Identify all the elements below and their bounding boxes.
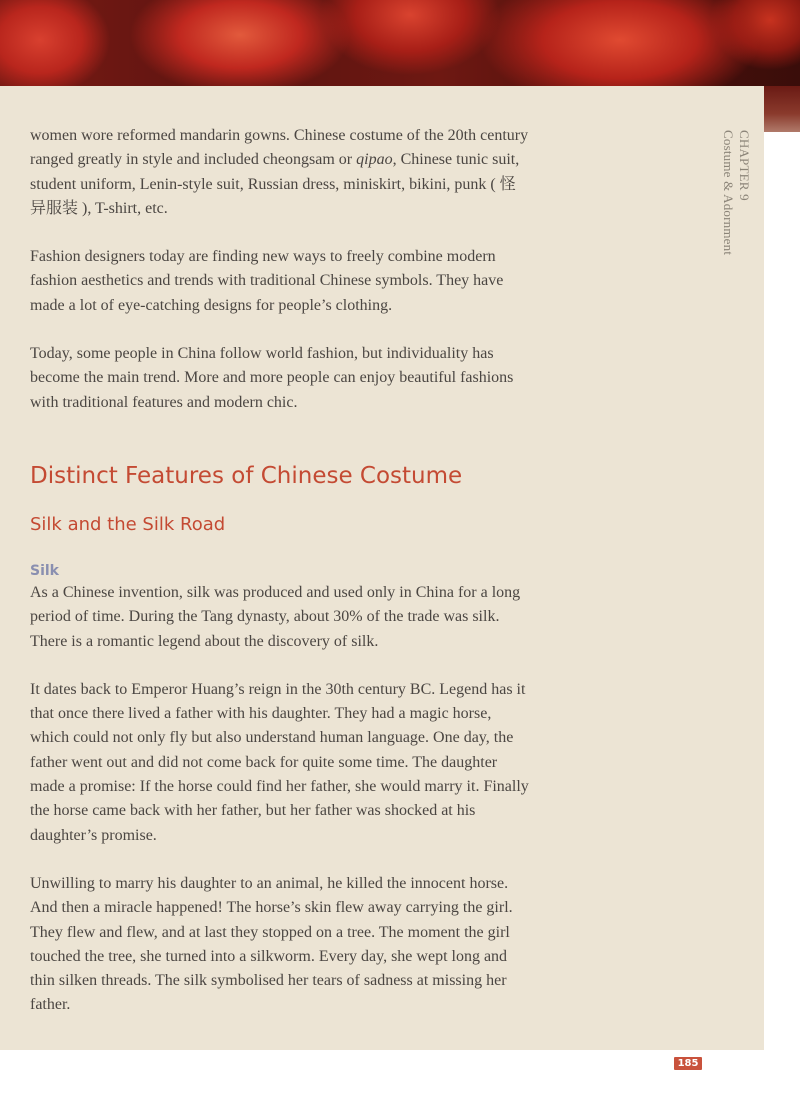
paragraph-costume-20th-century xyxy=(30,124,530,221)
running-head-chapter: CHAPTER 9 xyxy=(737,130,752,201)
paragraph-text: , Chinese tunic suit, student uniform, Lenin-style suit, Russian dress, miniskirt, bikini, punk ( 怪异服装 ), T-shirt, etc. xyxy=(30,151,520,217)
minor-heading: Silk xyxy=(30,562,59,579)
page-number: 185 xyxy=(674,1057,702,1070)
paragraph-silk-legend: It dates back to Emperor Huang’s reign in the 30th century BC. Legend has it that once there lived a father with his daughter. They had a magic horse, which could not only fly but also understand human language. One day, the father went out and did not come back for quite some time. The daughter made a promise: If the horse could find her father, she would marry it. Finally the horse came back with her father, but her father was shocked at his daughter’s promise. xyxy=(30,680,529,844)
subheading: Silk and the Silk Road xyxy=(30,513,226,535)
page-margin-strip xyxy=(764,132,800,1050)
running-head xyxy=(720,130,752,255)
banner-edge xyxy=(764,86,800,132)
paragraph-silk-invention: As a Chinese invention, silk was produced and used only in China for a long period of time. During the Tang dynasty, about 30% of the trade was silk. There is a romantic legend about the discovery of silk. xyxy=(30,583,521,650)
paragraph-world-fashion: Today, some people in China follow world fashion, but individuality has become the main trend. More and more people can enjoy beautiful fashions with traditional features and modern chic. xyxy=(30,345,514,411)
running-head-title: Costume & Adornment xyxy=(721,130,736,256)
main-content xyxy=(30,124,530,1042)
section-heading: Distinct Features of Chinese Costume xyxy=(30,462,463,489)
paragraph-silkworm-miracle: Unwilling to marry his daughter to an animal, he killed the innocent horse. And then a miracle happened! The horse’s skin flew away carrying the girl. They flew and flew, and at last they stopped on a tree. The moment the girl touched the tree, she turned into a silkworm. Every day, she wept long and thin silken threads. The silk symbolised her tears of sadness at missing her father. xyxy=(30,874,513,1014)
header-banner-image xyxy=(0,0,800,86)
paragraph-fashion-designers: Fashion designers today are finding new ways to freely combine modern fashion aesthetics and trends with traditional Chinese symbols. They have made a lot of eye-catching designs for people’s clothing. xyxy=(30,248,504,314)
italic-term: qipao xyxy=(356,151,393,169)
paragraph-text: women wore reformed mandarin gowns. Chinese costume of the 20th century ranged greatly in style and included cheongsam or xyxy=(30,127,529,169)
